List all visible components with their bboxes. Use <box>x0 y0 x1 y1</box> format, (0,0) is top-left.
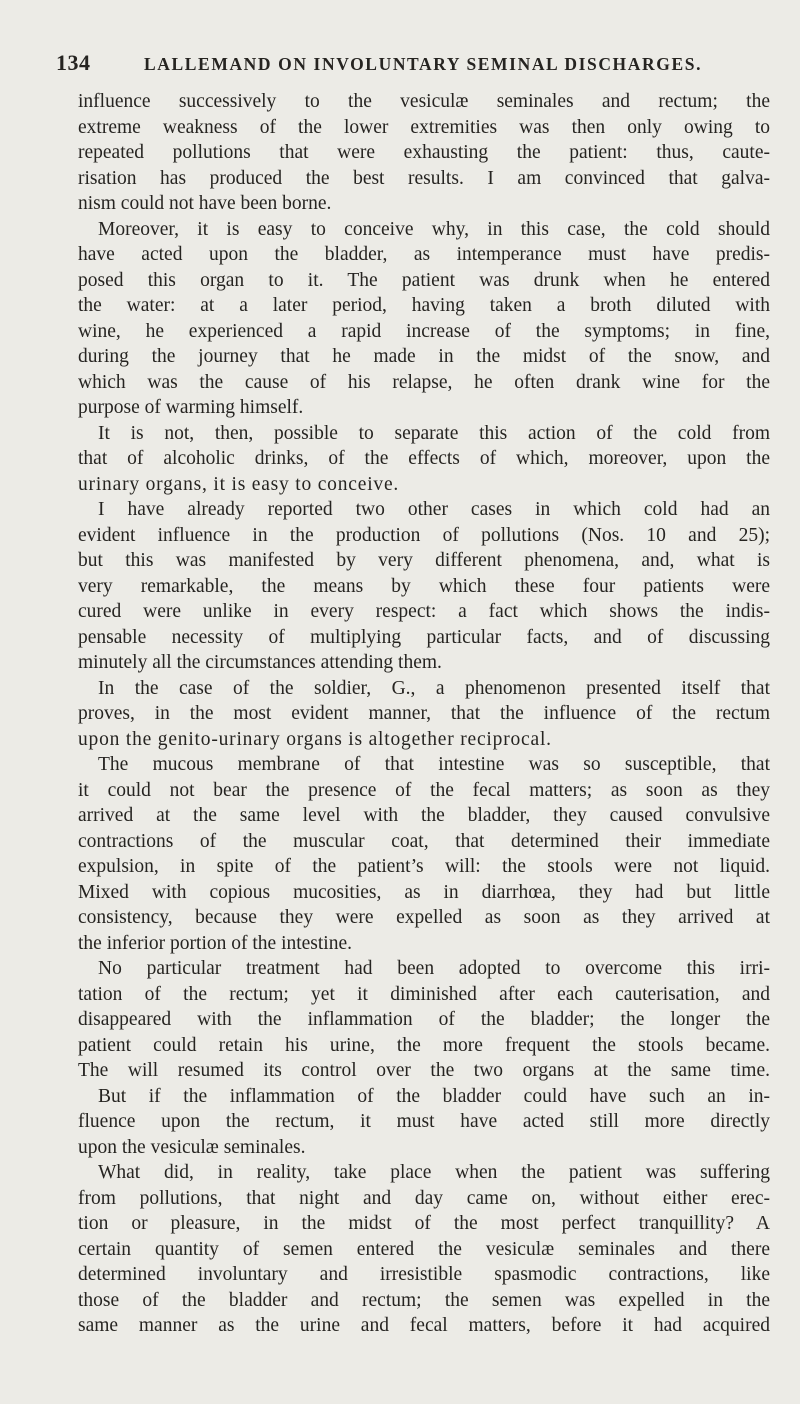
text-line: risation has produced the best results. I am convinced that galva- <box>78 167 770 189</box>
text-line: The will resumed its control over the two organs at the same time. <box>78 1060 770 1081</box>
text-line: that of alcoholic drinks, of the effects of which, moreover, upon the <box>78 448 770 469</box>
text-line: patient could retain his urine, the more frequent the stools became. <box>78 1034 770 1056</box>
text-line: Moreover, it is easy to conceive why, in this case, the cold should <box>98 218 770 240</box>
body-text <box>78 89 770 1339</box>
page-number: 134 <box>56 50 91 75</box>
text-line: purpose of warming himself. <box>78 397 304 418</box>
text-line: upon the genito-urinary organs is altogether reciprocal. <box>78 728 552 750</box>
text-line: pensable necessity of multiplying particular facts, and of discussing <box>78 626 770 648</box>
text-line: it could not bear the presence of the fecal matters; as soon as they <box>78 779 770 801</box>
text-line: expulsion, in spite of the patient’s will: the stools were not liquid. <box>78 856 770 877</box>
text-line: posed this organ to it. The patient was drunk when he entered <box>78 269 770 291</box>
text-line: determined involuntary and irresistible spasmodic contractions, like <box>78 1264 770 1285</box>
text-line: the water: at a later period, having taken a broth diluted with <box>78 295 770 316</box>
text-line: during the journey that he made in the midst of the snow, and <box>78 346 770 367</box>
text-line: upon the vesiculæ seminales. <box>78 1136 306 1158</box>
text-line: What did, in reality, take place when the patient was suffering <box>98 1162 770 1183</box>
text-line: It is not, then, possible to separate this action of the cold from <box>98 422 770 444</box>
text-line: very remarkable, the means by which these four patients were <box>78 575 770 597</box>
text-line: extreme weakness of the lower extremities was then only owing to <box>78 116 770 138</box>
text-line: In the case of the soldier, G., a phenomenon presented itself that <box>98 677 770 699</box>
text-line: cured were unlike in every respect: a fact which shows the indis- <box>78 601 770 622</box>
text-line: but this was manifested by very different phenomena, and, what is <box>78 550 770 571</box>
text-line: Mixed with copious mucosities, as in diarrhœa, they had but little <box>78 881 770 903</box>
text-line: which was the cause of his relapse, he often drank wine for the <box>78 371 770 393</box>
text-line: But if the inflammation of the bladder could have such an in- <box>98 1085 770 1107</box>
text-line: have acted upon the bladder, as intemperance must have predis- <box>78 244 770 265</box>
text-line: arrived at the same level with the bladder, they caused convulsive <box>78 805 770 826</box>
text-line: wine, he experienced a rapid increase of the symptoms; in fine, <box>78 320 770 342</box>
text-line: the inferior portion of the intestine. <box>78 932 353 954</box>
running-title: LALLEMAND ON INVOLUNTARY SEMINAL DISCHARGES. <box>144 54 703 74</box>
text-line: nism could not have been borne. <box>78 193 332 214</box>
text-line: minutely all the circumstances attending them. <box>78 652 442 673</box>
text-line: tation of the rectum; yet it diminished after each cauterisation, and <box>78 983 770 1005</box>
text-line: from pollutions, that night and day came on, without either erec- <box>78 1187 770 1209</box>
text-line: consistency, because they were expelled as soon as they arrived at <box>78 907 770 928</box>
text-line: evident influence in the production of pollutions (Nos. 10 and 25); <box>78 524 770 546</box>
text-line: No particular treatment had been adopted to overcome this irri- <box>98 958 770 979</box>
text-line: urinary organs, it is easy to conceive. <box>78 473 400 495</box>
page-header <box>56 50 756 82</box>
text-line: I have already reported two other cases in which cold had an <box>98 499 770 520</box>
text-line: proves, in the most evident manner, that the influence of the rectum <box>78 703 770 724</box>
text-line: influence successively to the vesiculæ seminales and rectum; the <box>78 91 770 112</box>
text-line: those of the bladder and rectum; the semen was expelled in the <box>78 1289 770 1311</box>
text-line: fluence upon the rectum, it must have acted still more directly <box>78 1111 770 1132</box>
text-line: contractions of the muscular coat, that determined their immediate <box>78 830 770 852</box>
text-line: tion or pleasure, in the midst of the most perfect tranquillity? A <box>78 1213 770 1234</box>
text-line: repeated pollutions that were exhausting the patient: thus, caute- <box>78 142 770 163</box>
text-line: certain quantity of semen entered the vesiculæ seminales and there <box>78 1238 770 1260</box>
text-line: same manner as the urine and fecal matters, before it had acquired <box>78 1315 770 1336</box>
text-line: disappeared with the inflammation of the bladder; the longer the <box>78 1009 770 1030</box>
text-line: The mucous membrane of that intestine was so susceptible, that <box>98 754 770 775</box>
